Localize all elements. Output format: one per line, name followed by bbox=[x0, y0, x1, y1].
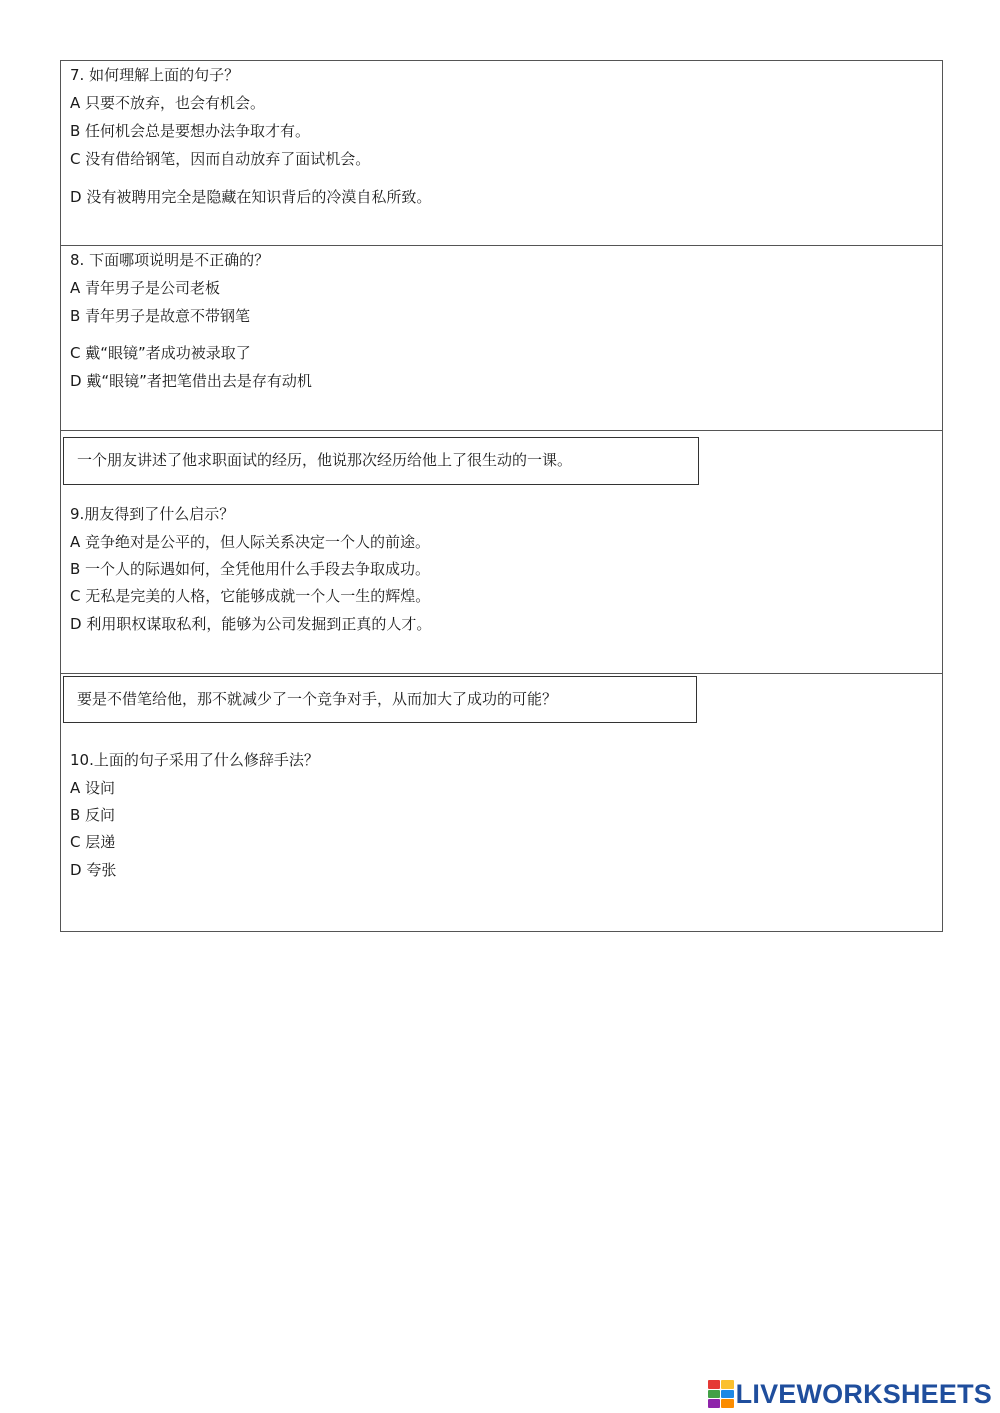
passage-box: 要是不借笔给他，那不就减少了一个竞争对手，从而加大了成功的可能？ bbox=[63, 676, 697, 723]
question-10-option-c[interactable]: C 层递 bbox=[70, 833, 116, 851]
question-9-text: 9.朋友得到了什么启示？ bbox=[70, 505, 235, 523]
question-7-option-d[interactable]: D 没有被聘用完全是隐藏在知识背后的冷漠自私所致。 bbox=[70, 188, 432, 206]
question-9-option-b[interactable]: B 一个人的际遇如何，全凭他用什么手段去争取成功。 bbox=[70, 560, 431, 578]
question-10-option-d[interactable]: D 夸张 bbox=[70, 861, 117, 879]
question-8-option-d[interactable]: D 戴“眼镜”者把笔借出去是存有动机 bbox=[70, 372, 312, 390]
liveworksheets-logo bbox=[708, 1377, 992, 1411]
question-7-text: 7. 如何理解上面的句子？ bbox=[70, 66, 240, 84]
question-10-text: 10.上面的句子采用了什么修辞手法？ bbox=[70, 751, 319, 769]
question-7-option-b[interactable]: B 任何机会总是要想办法争取才有。 bbox=[70, 122, 311, 140]
question-10-option-a[interactable]: A 设问 bbox=[70, 779, 116, 797]
question-9-option-d[interactable]: D 利用职权谋取私利，能够为公司发掘到正真的人才。 bbox=[70, 615, 432, 633]
question-9-block bbox=[61, 430, 942, 673]
logo-blocks-icon bbox=[708, 1380, 734, 1408]
question-10-block bbox=[61, 673, 942, 931]
question-10-option-b[interactable]: B 反问 bbox=[70, 806, 116, 824]
question-8-text: 8. 下面哪项说明是不正确的？ bbox=[70, 251, 270, 269]
question-9-option-c[interactable]: C 无私是完美的人格，它能够成就一个人一生的辉煌。 bbox=[70, 587, 431, 605]
passage-box: 一个朋友讲述了他求职面试的经历，他说那次经历给他上了很生动的一课。 bbox=[63, 437, 699, 485]
question-9-option-a[interactable]: A 竞争绝对是公平的，但人际关系决定一个人的前途。 bbox=[70, 533, 431, 551]
question-7-block bbox=[61, 61, 942, 245]
question-7-option-c[interactable]: C 没有借给钢笔，因而自动放弃了面试机会。 bbox=[70, 150, 371, 168]
logo-text: LIVEWORKSHEETS bbox=[735, 1378, 992, 1409]
worksheet-table bbox=[60, 60, 943, 932]
question-8-option-c[interactable]: C 戴“眼镜”者成功被录取了 bbox=[70, 344, 251, 362]
question-8-option-b[interactable]: B 青年男子是故意不带钢笔 bbox=[70, 307, 251, 325]
question-7-option-a[interactable]: A 只要不放弃，也会有机会。 bbox=[70, 94, 266, 112]
question-8-block bbox=[61, 245, 942, 430]
question-8-option-a[interactable]: A 青年男子是公司老板 bbox=[70, 279, 221, 297]
